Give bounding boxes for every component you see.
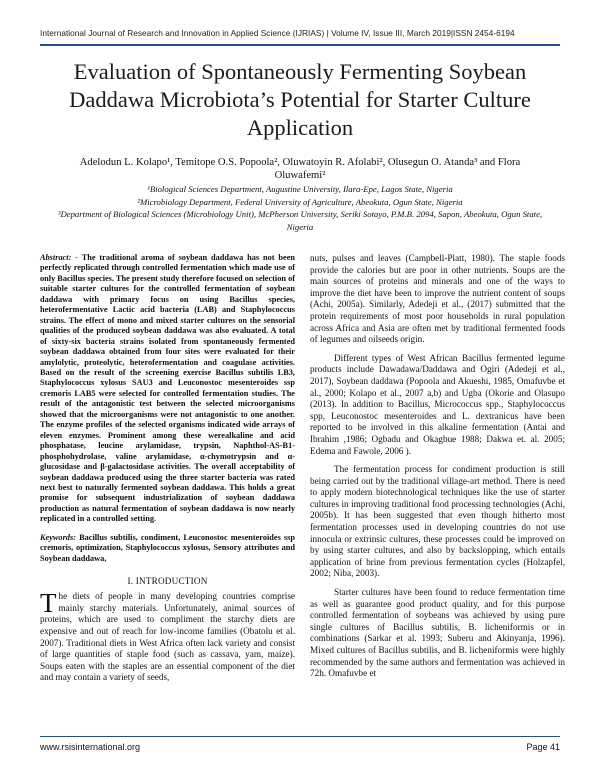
abstract-label: Abstract: - xyxy=(40,253,78,262)
journal-header: International Journal of Research and Innovation in Applied Science (IJRIAS) | Volume IV, Issue III, March 2019|ISSN 2454-6194 xyxy=(40,28,515,38)
affiliation-3: ³Department of Biological Sciences (Microbiology Unit), McPherson University, Seriki Sotayo, P.M.B. 2094, Sapon, Abeokuta, Ogun State, Nigeria xyxy=(57,209,543,232)
footer-website: www.rsisinternational.org xyxy=(40,742,141,752)
intro-text: he diets of people in many developing countries comprise mainly starchy materials. Unfortunately, animal sources of proteins, which are used to compliment the starchy diets are expensive and out of reach for low-income families (Obatolu et al. 2007). Traditional diets in West Africa often lack variety and consist of large quantities of staple food (such as cassava, yam, maize). Soups eaten with the staples are an essential component of the diet and may contain a variety of seeds, xyxy=(40,591,295,683)
body-paragraph-1: nuts, pulses and leaves (Campbell-Platt, 1980). The staple foods provide the calories but are poor in other nutrients. Soups are the main sources of proteins and minerals and one of the ways to improve the diet have been to improve the nutrient content of soups (Achi, 2005a). Similarly, Adedeji et al., (2017) submitted that the protein requirements of most poor households in rural population across Africa and Asia are often met by traditional fermented foods of legumes and oilseeds origin. xyxy=(310,253,565,345)
right-column xyxy=(310,253,565,687)
body-paragraph-4: Starter cultures have been found to reduce fermentation time as well as guarantee good product quality, and for this purpose controlled fermentation of soybeans was achieved by using pure single cultures of Bacillus subtilis, B. licheniformis or in combinations (Sarkar et al. 1993; Suberu and Akinyanja, 1996). Mixed cultures of Bacillus subtilis, and B. licheniformis were highly recommended by the same authors and fermentation was achieved in 72h. Omafuvbe et xyxy=(310,587,565,679)
section-heading-introduction: I. INTRODUCTION xyxy=(127,576,208,587)
keywords-label: Keywords: xyxy=(40,532,76,542)
keywords xyxy=(40,533,295,564)
left-column xyxy=(40,253,295,684)
drop-cap: T xyxy=(40,588,57,619)
keywords-text: Bacillus subtilis, condiment, Leuconostoc mesenteroides ssp cremoris, optimization, Staphylococcus xylosus, Sensory attributes and Soybean daddawa, xyxy=(40,532,296,563)
footer-rule xyxy=(40,736,560,737)
page-number: Page 41 xyxy=(526,742,560,752)
affiliations xyxy=(50,183,550,233)
affiliation-1: ¹Biological Sciences Department, Augustine University, Ilara-Epe, Lagos State, Nigeria xyxy=(147,184,453,194)
paper-title: Evaluation of Spontaneously Fermenting Soybean Daddawa Microbiota’s Potential for Starter Culture Application xyxy=(69,59,531,140)
abstract-text: The traditional aroma of soybean daddawa has not been perfectly replicated through controlled fermentation which made use of only Bacillus species. The present study therefore focused on selection of suitable starter cultures for the controlled fermentation of soybean daddawa with primary focus on using Bacillus species, heterofermentative Lactic acid bacteria (LAB) and Staphylococcus strains. The effect of mono and mixed starter cultures on the sensorial qualities of the produced soybean daddawa was also evaluated. A total of sixty-six bacteria strains isolated from spontaneously fermented soybean daddawa obtained from four sites were evaluated for their amylolytic, proteolytic, heterofermentation and coagulase activities. Based on the result of the screening exercise Bacillus subtilis LB3, Staphylococcus xylosus SAU3 and Leuconostoc mesenteroides ssp cremoris LAB5 were selected for controlled fermentation studies. The result of the antagonistic test between the selected microorganisms showed that the microorganisms were not antagonistic to one another. The enzyme profiles of the selected organisms indicated wide arrays of eleven enzymes. Prominent among these werealkaline and acid phosphatase, leucine arylamidase, trypsin, Naphthol-AS-B1-phosphohydrolase, valine arylamidase, α-chymotrypsin and α-glucosidase and β-galactosidase activities. The overall acceptability of soybean daddawa produced using the three starter bacteria was rated next best to naturally fermented soybean daddawa. This holds a great promise for subsequent industrialization of soybean daddawa production as natural fermentation of soybean daddawa is now nearly replicated in a controlled setting. xyxy=(40,253,296,524)
body-paragraph-2: Different types of West African Bacillus fermented legume products include Dawadawa/Daddawa and Ogiri (Adedeji et al., 2017), Soybean daddawa (Popoola and Akueshi, 1985, Omafuvbe et al., 2000; Kolapo et al., 2007 a,b) and Ugba (Okorie and Olasupo (2013). In addition to Bacillus, Micrococcus spp., Staphylococcus spp, Leuconostoc mesenteroides and L. dextranicus have been reported to be involved in this alkaline fermentation (Antai and Ibrahim ,1986; Ogbadu and Okagbue 1988; Dakwa et. al. 2005; Edema and Fawole, 2006 ). xyxy=(310,352,565,456)
affiliation-2: ²Microbiology Department, Federal University of Agriculture, Abeokuta, Ogun State, Nigeria xyxy=(137,196,463,207)
intro-paragraph xyxy=(40,588,295,684)
author-list: Adelodun L. Kolapo¹, Temitope O.S. Popoola², Oluwatoyin R. Afolabi², Olusegun O. Atanda³ and Flora Oluwafemi² xyxy=(79,157,521,181)
body-paragraph-3: The fermentation process for condiment production is still being carried out by the traditional village-art method. There is need to apply modern biotechnological techniques like the use of starter cultures in improving traditional food processing technologies (Achi, 2005b). It has been suggested that even though hitherto most fermentation processes used in developing countries do not use innocula or extrinsic cultures, these processes could be improved on by using starter cultures, and also by backslopping, which entails application of brine from previous fermentation cycles (Holzapfel, 2002; Niba, 2003). xyxy=(310,464,565,579)
abstract xyxy=(40,253,295,525)
header-rule xyxy=(40,44,560,46)
